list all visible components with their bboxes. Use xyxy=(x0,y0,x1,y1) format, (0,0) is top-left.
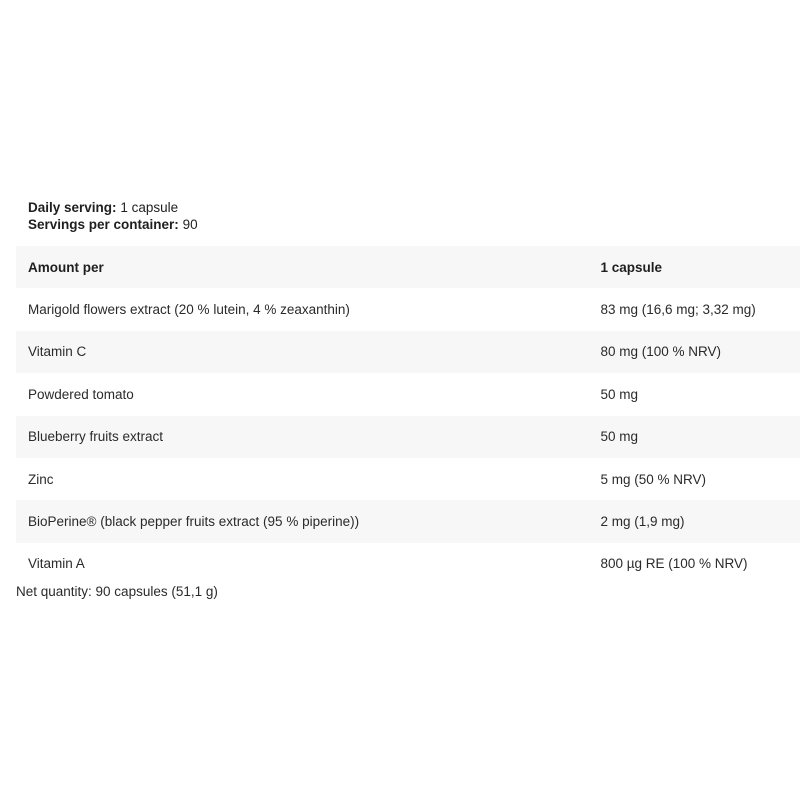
ingredient-name: BioPerine® (black pepper fruits extract (95 % piperine)) xyxy=(16,500,600,542)
ingredient-name: Marigold flowers extract (20 % lutein, 4 % zeaxanthin) xyxy=(28,302,350,318)
table-row xyxy=(16,543,800,585)
ingredient-amount: 50 mg xyxy=(600,416,800,458)
supplement-facts-table xyxy=(16,246,800,585)
table-header-row xyxy=(16,246,800,288)
ingredient-name: Powdered tomato xyxy=(28,386,134,402)
ingredient-amount: 5 mg (50 % NRV) xyxy=(600,471,706,487)
table-row xyxy=(16,416,800,458)
table-row xyxy=(16,458,800,500)
servings-per-container-label: Servings per container: xyxy=(28,217,179,232)
net-quantity: Net quantity: 90 capsules (51,1 g) xyxy=(16,584,218,599)
table-row xyxy=(16,288,800,330)
ingredient-amount: 2 mg (1,9 mg) xyxy=(600,500,800,542)
daily-serving-label: Daily serving: xyxy=(28,200,117,215)
servings-per-container-value: 90 xyxy=(182,217,198,232)
ingredient-name: Vitamin C xyxy=(16,331,600,373)
ingredient-name: Blueberry fruits extract xyxy=(16,416,600,458)
daily-serving xyxy=(28,199,198,216)
table-row xyxy=(16,373,800,415)
header-amount-per: Amount per xyxy=(16,246,600,288)
ingredient-amount: 50 mg xyxy=(600,386,638,402)
serving-info xyxy=(28,199,198,233)
header-serving-size: 1 capsule xyxy=(600,246,800,288)
ingredient-name: Zinc xyxy=(28,471,54,487)
ingredient-amount: 800 µg RE (100 % NRV) xyxy=(600,556,748,572)
daily-serving-value: 1 capsule xyxy=(120,200,179,215)
ingredient-amount: 83 mg (16,6 mg; 3,32 mg) xyxy=(600,302,756,318)
ingredient-name: Vitamin A xyxy=(28,556,85,572)
servings-per-container xyxy=(28,216,198,233)
ingredient-amount: 80 mg (100 % NRV) xyxy=(600,331,800,373)
table-row xyxy=(16,500,800,542)
table-row xyxy=(16,331,800,373)
